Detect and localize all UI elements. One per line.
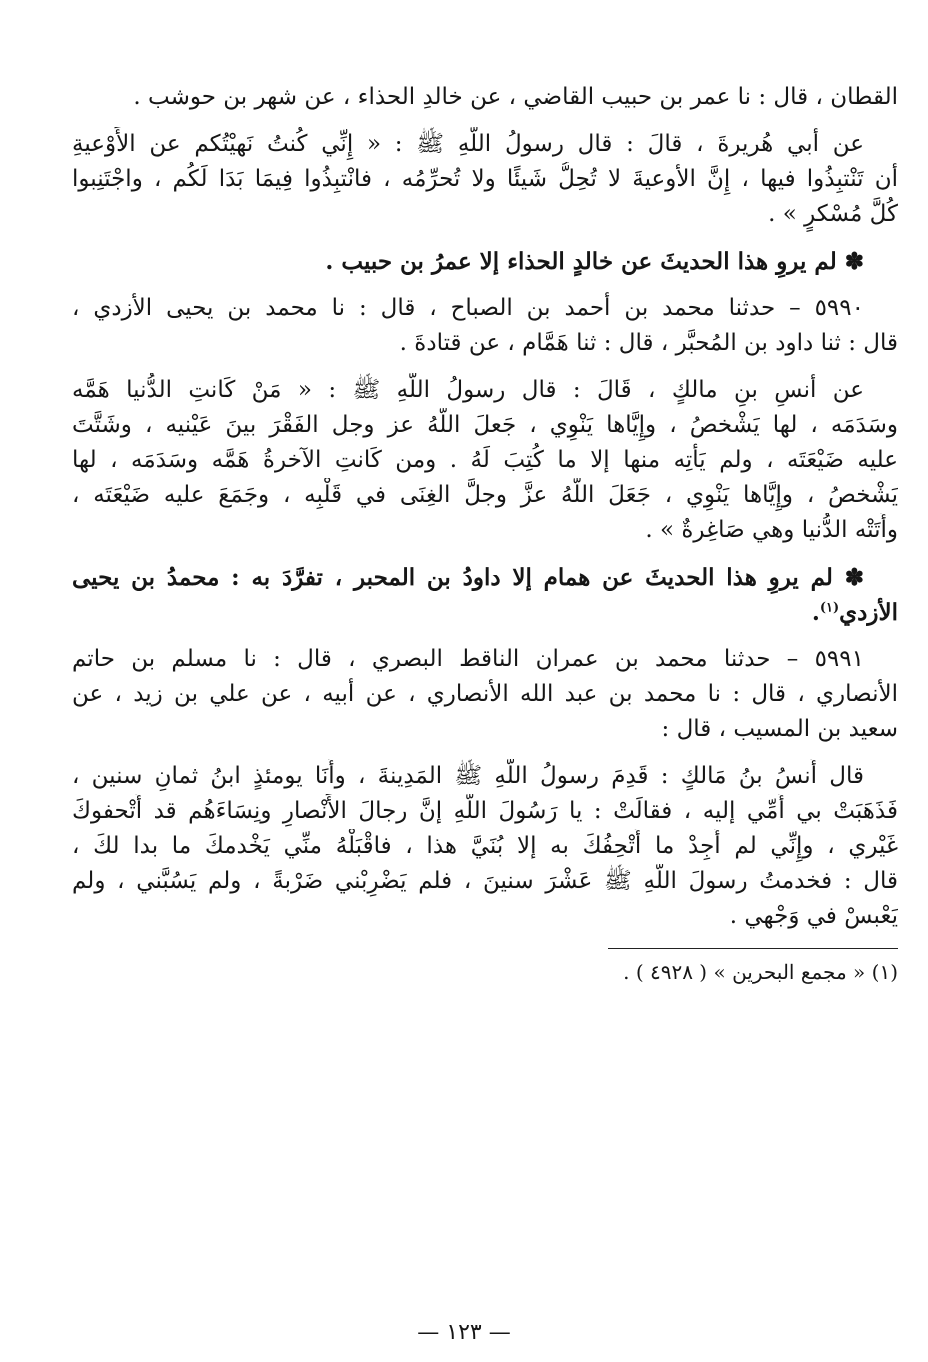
text-span: . <box>811 599 820 626</box>
text-line: عن أنسِ بنِ مالكٍ ، قَالَ : قال رسولُ اللَّهِ ﷺ : « مَنْ كَانتِ الدُّنيا هَمَّه <box>72 377 864 403</box>
text-line: كُلَّ مُسْكرٍ » . <box>768 201 898 227</box>
text-line: يَشْخصُ ، وإِيَّاها يَنْوِي ، جَعَلَ اللَّهُ عزَّ وجلَّ الغِنَى في قَلْبِه ، وجَمَعَ عليه ضَيْعَتَه ، <box>72 482 898 508</box>
text-line: وسَدَمَه ، لها يَشْخصُ ، وإِيَّاها يَنْوِي ، جَعلَ اللَّهُ عز وجل الفَقْرَ بينَ عَيْنيه ، وشَتَّتَ <box>72 412 898 438</box>
text-line: قال أَنسُ بنُ مَالكٍ : قَدِمَ رسولُ اللَّهِ ﷺ المَدِينةَ ، وأَنَا يومئذٍ ابنُ ثمانِ سنين ، <box>72 763 864 789</box>
takhrij-note: ✽ لم يروِ هذا الحديثَ عن خالدٍ الحذاء إلا عمرُ بن حبيب . <box>325 248 864 275</box>
text-line: وأَتَتْه الدُّنيا وهي صَاغِرةٌ » . <box>645 517 898 543</box>
text-line: عن أبي هُريرةَ ، قالَ : قال رسولُ اللَّهِ ﷺ : « إِنِّي كُنتُ نَهيْتُكم عن الأَوْعيةِ <box>72 131 864 157</box>
text-span: الأزدي <box>839 599 898 626</box>
text-line: القطان ، قال : نا عمر بن حبيب القاضي ، عن خالدِ الحذاء ، عن شهر بن حوشب . <box>133 84 898 110</box>
page-number: — ١٢٣ — <box>417 1320 511 1345</box>
text-line: يَعْبسْ في وَجْهي . <box>729 903 898 929</box>
text-line: فَذَهَبَتْ بي أُمِّي إليه ، فقالَتْ : يا رَسُولَ اللَّهِ إنَّ رجالَ الأَنْصارِ ونِسَاءَهُم قد أَتْحفوكَ <box>72 798 898 824</box>
text-line: عليه ضَيْعَتَه ، ولم يَأْتِه منها إلا ما كُتِبَ لَهُ . ومن كَانتِ الآخرةُ هَمَّه وسَدَمَه ، لها <box>72 447 898 473</box>
text-line: الأنصاري ، قال : نا محمد بن عبد الله الأنصاري ، عن أبيه ، عن علي بن زيد ، عن <box>72 681 898 707</box>
takhrij-note-end <box>72 595 898 630</box>
footnote: (١) « مجمع البحرين » ( ٤٩٢٨ ) . <box>623 960 898 984</box>
text-line: غَيْري ، وإِنِّي لم أَجِدْ ما أُتْحِفُكَ به إلا بُنَيَّ هذا ، فاقْبَلْهُ منِّي يَخْدمكَ ما بدا لكَ ، <box>72 833 898 859</box>
hadith-header: ٥٩٩١ – حدثنا محمد بن عمران الناقط البصري ، قال : نا مسلم بن حاتم <box>72 646 864 672</box>
text-line: أن تَنْتبِذُوا فيها ، إِنَّ الأوعيةَ لا تُحِلُّ شَيئًا ولا تُحرِّمُه ، فانْتبِذُوا فِيمَا بَدَا لَكُم ، واجْتَنِبوا <box>72 166 898 192</box>
footnote-ref: (١) <box>819 600 840 616</box>
takhrij-note: ✽ لم يروِ هذا الحديثَ عن همام إلا داودُ بن المحبر ، تفرَّدَ به : محمدُ بن يحيى <box>72 564 864 591</box>
text-line: قال : فخدمتُ رسولَ اللَّهِ ﷺ عَشْرَ سنينَ ، فلم يَضْرِبْني ضَرْبةً ، ولم يَسُبَّني ، ولم <box>72 868 898 894</box>
footnote-divider <box>608 948 898 949</box>
text-line: قال : ثنا داود بن المُحبَّر ، قال : ثنا هَمَّام ، عن قتادةَ . <box>399 330 898 356</box>
text-line: سعيد بن المسيب ، قال : <box>661 716 898 742</box>
hadith-header: ٥٩٩٠ – حدثنا محمد بن أحمد بن الصباح ، قال : نا محمد بن يحيى الأزدي ، <box>72 295 864 321</box>
